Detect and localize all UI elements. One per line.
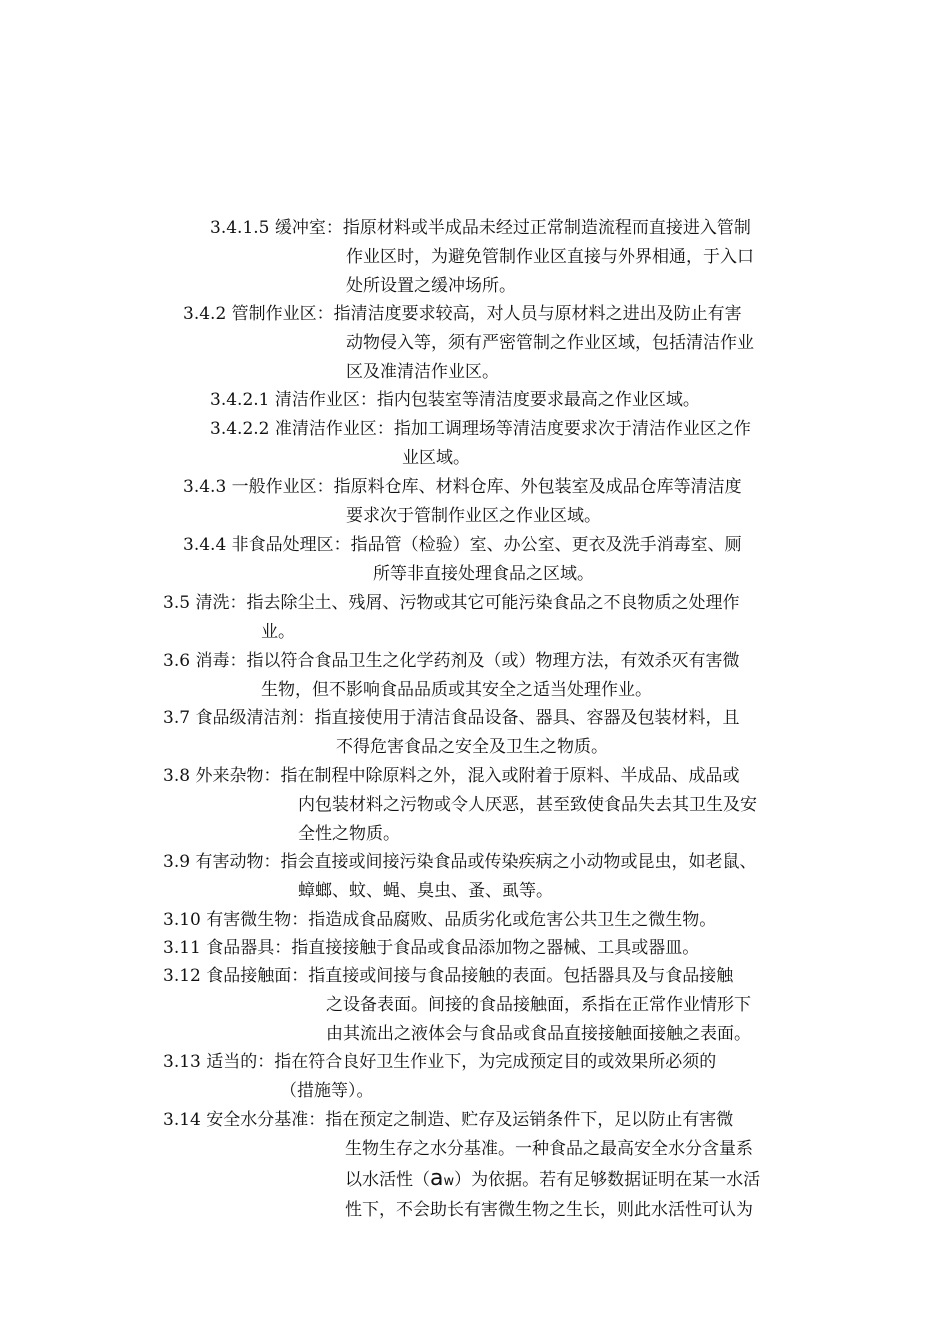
term: 3.11 食品器具： — [163, 938, 292, 958]
definition-3-4-1-5: 3.4.1.5 缓冲室：指原材料或半成品未经过正常制造流程而直接进入管制 作业区时，为避免管制作业区直接与外界相通，于入口 处所设置之缓冲场所。 — [210, 218, 754, 296]
definition-3-11: 3.11 食品器具：指直接接触于食品或食品添加物之器械、工具或器皿。 — [163, 938, 700, 958]
definition-3-14: 3.14 安全水分基准：指在预定之制造、贮存及运销条件下，足以防止有害微 生物生存之水分基准。一种食品之最高安全水分含量系 以水活性（aw）为依据。若有足够数据证明在某一水活 性下，不会助长有害微生物之生长，则此水活性可认为 — [163, 1110, 761, 1220]
term: 3.7 食品级清洁剂： — [163, 708, 315, 728]
term: 3.13 适当的： — [163, 1052, 275, 1072]
definition-3-12: 3.12 食品接触面：指直接或间接与食品接触的表面。包括器具及与食品接触 之设备表面。间接的食品接触面，系指在正常作业情形下 由其流出之液体会与食品或食品直接接触面接触之表面。 — [163, 966, 751, 1044]
definition-3-9: 3.9 有害动物：指会直接或间接污染食品或传染疾病之小动物或昆虫，如老鼠、 蟑螂、蚊、蝇、臭虫、蚤、虱等。 — [163, 852, 757, 901]
term: 3.8 外来杂物： — [163, 766, 281, 786]
definition-3-4-4: 3.4.4 非食品处理区：指品管（检验）室、办公室、更衣及洗手消毒室、厕 所等非直接处理食品之区域。 — [183, 535, 742, 584]
definition-3-4-2-2: 3.4.2.2 准清洁作业区：指加工调理场等清洁度要求次于清洁作业区之作 业区域。 — [210, 419, 751, 468]
definition-3-4-2-1: 3.4.2.1 清洁作业区：指内包装室等清洁度要求最高之作业区域。 — [210, 390, 700, 410]
term: 3.4.2.1 清洁作业区： — [210, 390, 377, 410]
definition-3-4-2: 3.4.2 管制作业区：指清洁度要求较高，对人员与原材料之进出及防止有害 动物侵入等，须有严密管制之作业区域，包括清洁作业 区及准清洁作业区。 — [183, 304, 754, 382]
term: 3.4.3 一般作业区： — [183, 477, 334, 497]
water-activity-line: 以水活性（aw）为依据。若有足够数据证明在某一水活 — [345, 1166, 761, 1191]
term: 3.9 有害动物： — [163, 852, 281, 872]
term: 3.10 有害微生物： — [163, 910, 309, 930]
term: 3.14 安全水分基准： — [163, 1110, 326, 1130]
definition-3-7: 3.7 食品级清洁剂：指直接使用于清洁食品设备、器具、容器及包装材料，且 不得危害食品之安全及卫生之物质。 — [163, 708, 740, 757]
term: 3.12 食品接触面： — [163, 966, 309, 986]
term: 3.5 清洗： — [163, 593, 247, 613]
definition-3-13: 3.13 适当的：指在符合良好卫生作业下，为完成预定目的或效果所必须的 （措施等）。 — [163, 1052, 717, 1101]
definition-3-8: 3.8 外来杂物：指在制程中除原料之外，混入或附着于原料、半成品、成品或 内包装材料之污物或令人厌恶，甚至致使食品失去其卫生及安 全性之物质。 — [163, 766, 757, 844]
term: 3.4.1.5 缓冲室： — [210, 218, 343, 238]
definition-3-10: 3.10 有害微生物：指造成食品腐败、品质劣化或危害公共卫生之微生物。 — [163, 910, 717, 930]
term: 3.6 消毒： — [163, 651, 247, 671]
term: 3.4.4 非食品处理区： — [183, 535, 351, 555]
term: 3.4.2.2 准清洁作业区： — [210, 419, 394, 439]
definition-3-5: 3.5 清洗：指去除尘土、残屑、污物或其它可能污染食品之不良物质之处理作 业。 — [163, 593, 740, 642]
definition-3-4-3: 3.4.3 一般作业区：指原料仓库、材料仓库、外包装室及成品仓库等清洁度 要求次于管制作业区之作业区域。 — [183, 477, 742, 526]
definition-3-6: 3.6 消毒：指以符合食品卫生之化学药剂及（或）物理方法，有效杀灭有害微 生物，但不影响食品品质或其安全之适当处理作业。 — [163, 651, 740, 700]
water-activity-symbol: aw — [430, 1166, 455, 1191]
term: 3.4.2 管制作业区： — [183, 304, 334, 324]
